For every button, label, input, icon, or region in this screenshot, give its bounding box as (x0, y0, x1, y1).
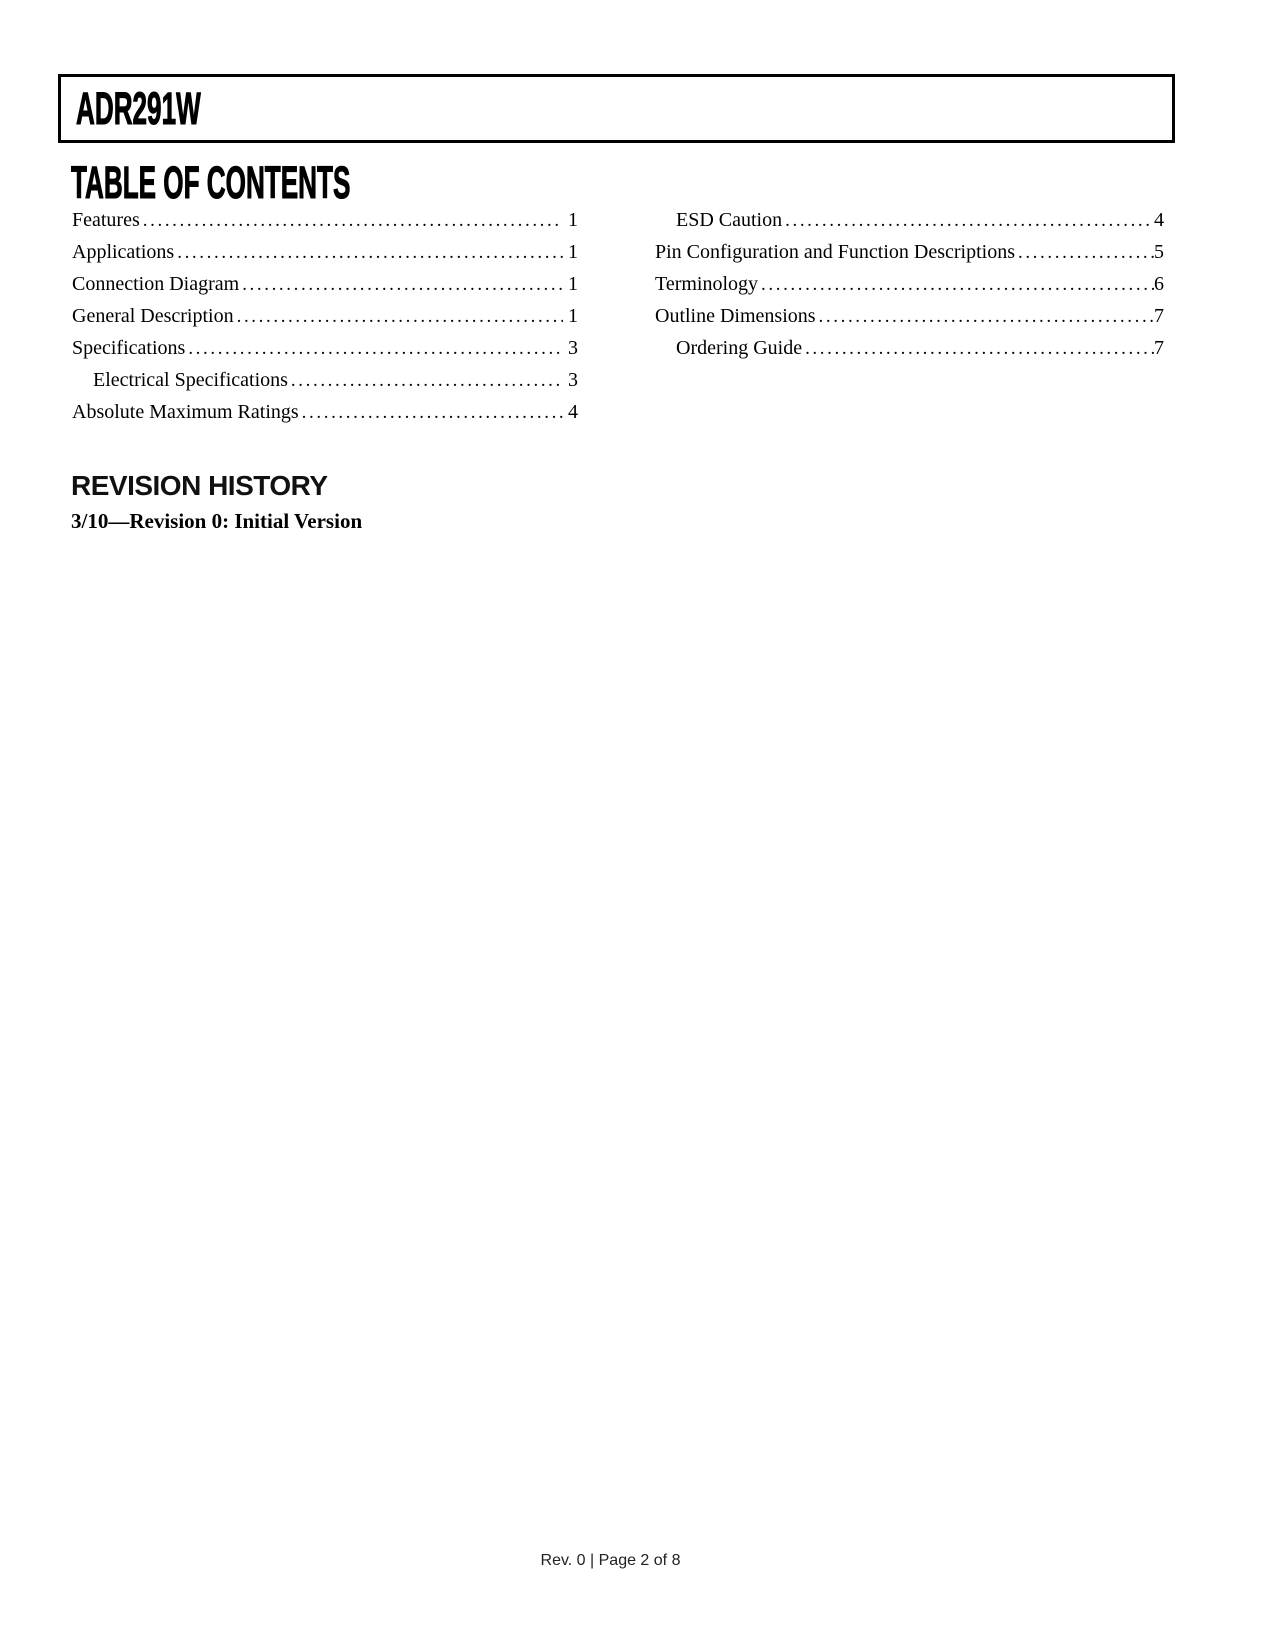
toc-entry-electrical-specifications[interactable] (72, 364, 578, 396)
toc-entry-pin-configuration[interactable] (655, 236, 1164, 268)
toc-dot-leader (177, 236, 563, 269)
toc-entry-connection-diagram[interactable] (72, 268, 578, 300)
toc-dot-leader (242, 268, 563, 301)
toc-entry-ordering-guide[interactable] (655, 332, 1164, 364)
toc-entry-label: Terminology (655, 273, 759, 295)
toc-entry-page: 6 (1154, 273, 1164, 295)
toc-entry-page: 1 (568, 273, 578, 295)
toc-entry-applications[interactable] (72, 236, 578, 268)
toc-dot-leader (805, 332, 1154, 365)
toc-entry-page: 7 (1154, 305, 1164, 327)
part-number: ADR291W (76, 83, 201, 134)
toc-entry-general-description[interactable] (72, 300, 578, 332)
toc-entry-page: 4 (568, 401, 578, 423)
toc-entry-label: Pin Configuration and Function Descriptions (655, 241, 1015, 263)
toc-entry-label: General Description (72, 305, 234, 327)
toc-entry-page: 5 (1154, 241, 1164, 263)
toc-entry-absolute-maximum-ratings[interactable] (72, 396, 578, 428)
toc-entry-page: 3 (568, 337, 578, 359)
toc-entry-features[interactable] (72, 204, 578, 236)
toc-entry-label: Absolute Maximum Ratings (72, 401, 299, 423)
toc-columns (72, 204, 1164, 428)
toc-dot-leader (143, 204, 563, 237)
toc-entry-label: Applications (72, 241, 175, 263)
toc-heading: TABLE OF CONTENTS (71, 157, 351, 208)
toc-entry-label: Outline Dimensions (655, 305, 816, 327)
toc-entry-label: Ordering Guide (676, 337, 803, 359)
toc-entry-specifications[interactable] (72, 332, 578, 364)
page-footer: Rev. 0 | Page 2 of 8 (540, 1552, 681, 1569)
toc-entry-page: 4 (1154, 209, 1164, 231)
toc-entry-page: 7 (1154, 337, 1164, 359)
part-number-header-box (58, 74, 1175, 143)
toc-entry-esd-caution[interactable] (655, 204, 1164, 236)
toc-entry-terminology[interactable] (655, 268, 1164, 300)
toc-dot-leader (291, 364, 563, 397)
revision-history-entry: 3/10—Revision 0: Initial Version (71, 509, 363, 533)
toc-entry-page: 1 (568, 209, 578, 231)
toc-entry-outline-dimensions[interactable] (655, 300, 1164, 332)
toc-entry-label: ESD Caution (676, 209, 783, 231)
toc-entry-label: Specifications (72, 337, 186, 359)
toc-dot-leader (819, 300, 1154, 333)
toc-right-column (655, 204, 1164, 428)
toc-dot-leader (761, 268, 1154, 301)
toc-entry-label: Electrical Specifications (93, 369, 288, 391)
toc-dot-leader (302, 396, 563, 429)
toc-dot-leader (188, 332, 563, 365)
toc-dot-leader (237, 300, 563, 333)
toc-entry-label: Features (72, 209, 140, 231)
toc-entry-page: 3 (568, 369, 578, 391)
toc-dot-leader (785, 204, 1154, 237)
revision-history-heading: REVISION HISTORY (71, 470, 328, 501)
toc-dot-leader (1018, 236, 1154, 269)
toc-entry-page: 1 (568, 305, 578, 327)
toc-entry-page: 1 (568, 241, 578, 263)
toc-left-column (72, 204, 578, 428)
toc-entry-label: Connection Diagram (72, 273, 240, 295)
